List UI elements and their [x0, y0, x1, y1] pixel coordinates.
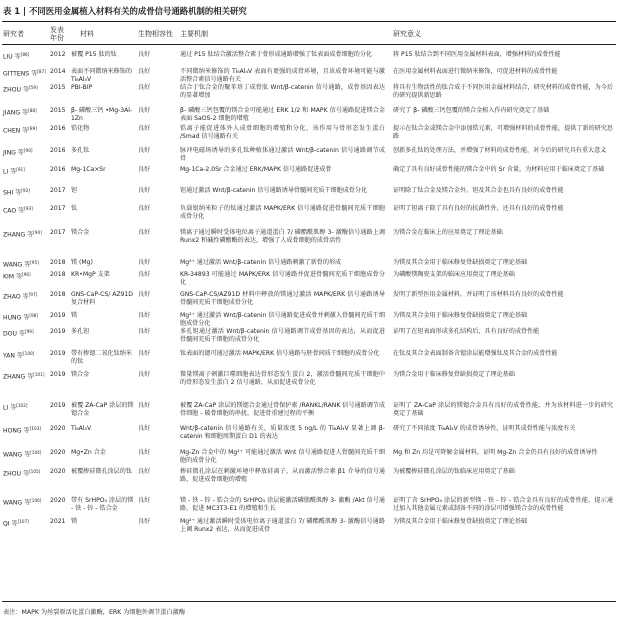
reference-marker: [89]: [28, 126, 37, 131]
reference-marker: [104]: [30, 450, 42, 455]
cell-significance: 创新多孔钛的处理方法，并增强了材料的成骨性能，对今后的研究具有重大意义: [393, 147, 607, 154]
cell-significance: 证明了 ZA-CaP 涂层的镁锶合金具有良好的成骨性能，并为该材料进一步的研究奠定了基础: [393, 402, 613, 417]
cell-significance: 在医用金属材料表面进行微纳米修饰，可促进材料的成骨性能: [393, 68, 558, 75]
cell-mechanism: 掺硅微孔涂层在刺激环境中释放硅离子，从而激活整合素 β1 介导的信号通路，促进成骨细胞的增殖: [180, 468, 385, 483]
cell-year: 2020: [50, 468, 66, 475]
cell-year: 2019: [50, 328, 66, 335]
reference-marker: [88]: [28, 108, 37, 113]
cell-mechanism: 钽通过激活 Wnt/β-catenin 信号通路诱导骨髓间充质干细胞成骨分化: [180, 187, 368, 194]
cell-material: GNS-CaP-CS/ AZ91D 复合材料: [71, 291, 133, 306]
author-name: KIM 等: [3, 273, 23, 281]
cell-significance: 发明了新型医用金属材料，并证明了该材料具有良好的成骨性能: [393, 291, 564, 298]
cell-author: [3, 312, 49, 322]
cell-material: 镁: [71, 312, 78, 319]
cell-biocompatibility: 良好: [138, 371, 151, 378]
cell-material: 钛: [71, 205, 78, 212]
cell-author: [3, 51, 49, 61]
author-name: WANG 等: [3, 451, 31, 459]
cell-year: 2014: [50, 68, 66, 75]
cell-year: 2019: [50, 371, 66, 378]
cell-year: 2016: [50, 166, 66, 173]
cell-material: 镁合金: [71, 229, 90, 236]
cell-significance: 为镁及其合金用于临床修复骨缺损奠定了理论基础: [393, 259, 528, 266]
cell-biocompatibility: 良好: [138, 166, 151, 173]
reference-marker: [98]: [29, 313, 38, 318]
cell-significance: 为磷酸镁陶瓷支架的临床应用奠定了理论基础: [393, 271, 515, 278]
cell-material: 镁 (Mg): [71, 259, 93, 266]
cell-year: 2016: [50, 147, 66, 154]
author-name: LIU 等: [3, 53, 21, 61]
cell-biocompatibility: 良好: [138, 107, 151, 114]
cell-year: 2019: [50, 312, 66, 319]
cell-biocompatibility: 良好: [138, 518, 151, 525]
cell-author: [3, 497, 49, 507]
cell-year: 2019: [50, 350, 66, 357]
cell-significance: 证明了含 SrHPO₄ 涂层的新型镁 - 铁 - 锌 - 锆合金具有良好的成骨性能，提示通过加入其他金属元素或制备不同的涂层可增强镁合金的成骨性能: [393, 497, 613, 512]
cell-author: [3, 166, 49, 176]
reference-marker: [59]: [29, 85, 38, 90]
cell-year: 2012: [50, 51, 66, 58]
cell-biocompatibility: 良好: [138, 449, 151, 456]
cell-author: [3, 187, 49, 197]
cell-significance: 研究了 β- 磷酸三钙包覆的镁合金植入作内研究奠定了基础: [393, 107, 550, 114]
cell-mechanism: Wnt/β-catenin 信号通路有关，质量浓度 5 ng/L 的 Ti₆Al₄V 显著上调 β-catenin 和细胞周期蛋白 D1 的表达: [180, 425, 385, 440]
author-name: QI 等: [3, 520, 18, 528]
cell-mechanism: Mg-1Ca-2.0Sr 合金通过 ERK/MAPK 信号通路促进成骨: [180, 166, 332, 173]
cell-biocompatibility: 良好: [138, 259, 151, 266]
cell-author: [3, 147, 49, 157]
cell-author: [3, 468, 49, 478]
header-material: 材料: [80, 30, 94, 38]
cell-biocompatibility: 良好: [138, 205, 151, 212]
cell-mechanism: GNS-CaP-CS/AZ91D 材料中释放的镁通过激活 MAPK/ERK 信号通路诱导骨髓间充质干细胞成骨分化: [180, 291, 385, 306]
cell-biocompatibility: 良好: [138, 147, 151, 154]
cell-mechanism: 负载银纳米粒子的钛通过激活 MAPK/ERK 信号通路促进骨髓间充质干细胞成骨分化: [180, 205, 385, 220]
table-title: 表 1 | 不同医用金属植入材料有关的成骨信号通路机制的相关研究: [3, 6, 247, 16]
cell-author: [3, 328, 49, 338]
cell-significance: 为镁及其合金用于临床修复骨缺损奠定了理论基础: [393, 518, 528, 525]
cell-significance: 将 P15 肽结合到不同医用金属材料表面，增强材料的成骨性能: [393, 51, 561, 58]
reference-marker: [91]: [16, 167, 25, 172]
reference-marker: [93]: [24, 206, 33, 211]
author-name: HONG 等: [3, 427, 30, 435]
cell-material: 带有掺锶二氧化钛纳米的钛: [71, 350, 132, 365]
reference-marker: [90]: [23, 148, 33, 153]
cell-year: 2021: [50, 518, 66, 525]
cell-mechanism: 脉冲电磁场诱导的多孔钛种植体通过激活 Wnt/β-catenin 信号通路调节成骨: [180, 147, 385, 162]
cell-mechanism: β- 磷酸三钙包覆的镁合金可能通过 ERK 1/2 和 MAPK 信号通路促进镁合金表面 SaOS-2 细胞的增殖: [180, 107, 385, 122]
cell-mechanism: 镁 - 铁 - 锌 - 锆合金的 SrHPO₄ 涂层能激活磷脂酰肌醇 3- 激酶 /Akt 信号通路，促进 MC3T3-E1 的增殖和生长: [180, 497, 385, 512]
author-name: SHI 等: [3, 189, 22, 197]
cell-mechanism: Mg²⁺ 通过激活 Wnt/β-catenin 信号通路促进成骨并刺激人骨髓间充质干细胞成骨分化: [180, 312, 385, 327]
author-name: JING 等: [3, 149, 24, 157]
reference-marker: [105]: [29, 469, 41, 474]
reference-marker: [97]: [28, 292, 38, 297]
author-name: CHEN 等: [3, 127, 29, 135]
header-biocompatibility: 生物相容性: [138, 30, 173, 38]
author-name: HUNG 等: [3, 314, 30, 322]
cell-material: 被覆 ZA-CaP 涂层的镁锶合金: [71, 402, 134, 417]
cell-year: 2017: [50, 205, 66, 212]
cell-mechanism: 锆离子能促进体外人成骨细胞的增殖和分化，该作用与骨形态发生蛋白 /Smad 信号通路有关: [180, 125, 385, 140]
cell-significance: 为镁及其合金用于临床修复骨缺损奠定了理论基础: [393, 312, 528, 319]
cell-author: [3, 291, 49, 301]
author-name: YAN 等: [3, 352, 24, 360]
cell-biocompatibility: 良好: [138, 328, 151, 335]
cell-biocompatibility: 良好: [138, 68, 151, 75]
cell-significance: 将具有生物活性的肽合成于不同医用金属材料结合，研究材料的成骨性能，为今后的研究提供新思路: [393, 84, 613, 99]
author-name: ZHAO 等: [3, 293, 29, 301]
cell-author: [3, 271, 49, 281]
header-year: 发表年份: [50, 26, 64, 43]
cell-significance: 为镁合金用于临床修复骨缺损奠定了理论基础: [393, 371, 515, 378]
author-name: ZHANG 等: [3, 231, 34, 239]
reference-marker: [107]: [17, 519, 29, 524]
cell-significance: 证明除了钛合金及镁合金外，钽及其合金也具有良好的成骨性能: [393, 187, 564, 194]
cell-significance: 在钛及其合金表面制备含锶涂层能增强钛及其合金的成骨性能: [393, 350, 558, 357]
reference-marker: [99]: [24, 329, 34, 334]
header-author: 研究者: [3, 30, 24, 38]
reference-marker: [102]: [16, 403, 28, 408]
cell-author: [3, 107, 49, 117]
cell-material: 镁: [71, 518, 78, 525]
cell-material: 表面不同微纳米修饰的 Ti₆Al₄V: [71, 68, 132, 83]
cell-author: [3, 350, 49, 360]
author-name: JIANG 等: [3, 109, 29, 117]
reference-marker: [95]: [30, 260, 39, 265]
cell-year: 2018: [50, 271, 66, 278]
author-name: DOU 等: [3, 330, 25, 338]
author-name: ZHANG 等: [3, 373, 34, 381]
cell-mechanism: Mg²⁺ 通过激活 Wnt/β-catenin 信号通路刺激了新骨的形成: [180, 259, 342, 266]
cell-mechanism: Mg-Zn 合金中的 Mg²⁺ 可能通过激活 Wnt 信号通路促进人骨髓间充质干细胞的成骨分化: [180, 449, 385, 464]
cell-material: 锆化物: [71, 125, 90, 132]
author-name: ZHOU 等: [3, 470, 30, 478]
cell-author: [3, 259, 49, 269]
cell-mechanism: 不同微纳米修饰的 Ti₆Al₄V 表面有更强的成骨环境，且该成骨环境可能与激活整合素信号通路有关: [180, 68, 385, 83]
cell-material: 多孔钽: [71, 328, 90, 335]
cell-material: 钽: [71, 187, 78, 194]
reference-marker: [92]: [21, 188, 30, 193]
cell-biocompatibility: 良好: [138, 468, 151, 475]
header-mechanism: 主要机制: [180, 30, 208, 38]
cell-significance: 为被覆掺硅微孔涂层的钛临床应用奠定了基础: [393, 468, 515, 475]
cell-author: [3, 449, 49, 459]
cell-material: 镁合金: [71, 371, 90, 378]
reference-marker: [94]: [33, 230, 42, 235]
cell-material: β- 磷酸三钙 •Mg-3Al-1Zn: [71, 107, 133, 122]
cell-author: [3, 68, 49, 78]
cell-mechanism: KR-34893 可能通过 MAPK/ERK 信号通路并促进骨髓间充质干细胞成骨分化: [180, 271, 385, 286]
cell-mechanism: 多孔钽通过激活 Wnt/β-catenin 信号通路调节成骨基因的表达，从而促进骨髓间充质干细胞的成骨分化: [180, 328, 385, 343]
cell-significance: 为镁合金在临床上的应用奠定了理论基础: [393, 229, 503, 236]
cell-author: [3, 425, 49, 435]
cell-biocompatibility: 良好: [138, 425, 151, 432]
cell-mechanism: 镁离子通过瞬时受体电位离子通道蛋白 7/ 磷酯酰肌醇 3- 激酶信号通路上调 Runx2 和碱性磷酸酶的表达，增强了人成骨细胞的成骨活性: [180, 229, 385, 244]
cell-author: [3, 84, 49, 94]
cell-biocompatibility: 良好: [138, 125, 151, 132]
cell-biocompatibility: 良好: [138, 402, 151, 409]
reference-marker: [103]: [29, 426, 41, 431]
reference-marker: [96]: [22, 272, 31, 277]
cell-mechanism: Mg²⁺ 通过激活瞬时受体电位离子通道蛋白 7/ 磷酯酰肌醇 3- 激酶信号通路上调 Runx2 表达，从而促进成骨: [180, 518, 385, 533]
cell-author: [3, 125, 49, 135]
reference-marker: [86]: [20, 52, 30, 57]
cell-year: 2015: [50, 107, 66, 114]
cell-mechanism: 被覆 ZA-CaP 涂层的镁锶合金通过骨保护素 /RANKL/RANK 信号通路调节成骨细胞 - 破骨细胞的串扰，促进骨重建过程的平衡: [180, 402, 385, 417]
cell-material: KR•MgP 支架: [71, 271, 110, 278]
author-name: LI 等: [3, 168, 17, 176]
header-bottom-rule: [2, 44, 616, 45]
cell-year: 2016: [50, 125, 66, 132]
cell-biocompatibility: 良好: [138, 229, 151, 236]
cell-significance: 确定了具有良好成骨性能的镁合金中的 Sr 含量，为材料应用于临床奠定了基础: [393, 166, 605, 173]
cell-year: 2015: [50, 84, 66, 91]
cell-author: [3, 205, 49, 215]
cell-author: [3, 518, 49, 528]
reference-marker: [106]: [30, 498, 42, 503]
cell-author: [3, 371, 49, 381]
author-name: CAO 等: [3, 207, 25, 215]
cell-biocompatibility: 良好: [138, 497, 151, 504]
cell-biocompatibility: 良好: [138, 187, 151, 194]
cell-mechanism: 微量镁离子刺激巨噬细胞表达骨形态发生蛋白 2，激活骨髓间充质干细胞中的骨形态发生蛋白 2 信号通路，从而促进成骨分化: [180, 371, 385, 386]
cell-biocompatibility: 良好: [138, 291, 151, 298]
table-top-rule: [2, 21, 616, 22]
cell-significance: 提示在钛合金或镁合金中添加锆元素，可增强材料的成骨性能，提供了新的研究思路: [393, 125, 613, 140]
cell-mechanism: 钛表面的锶可通过激活 MAPK/ERK 信号通路与胚骨间质干细胞的成骨分化: [180, 350, 380, 357]
reference-marker: [87]: [37, 69, 46, 74]
cell-biocompatibility: 良好: [138, 84, 151, 91]
cell-significance: 证明了钽离子除了具有良好的抗菌性外，还具有良好的成骨性能: [393, 205, 564, 212]
cell-material: Mg-1Ca×Sr: [71, 166, 106, 173]
cell-material: 多孔钛: [71, 147, 90, 154]
cell-material: PBI-BIP: [71, 84, 93, 91]
cell-material: 带有 SrHPO₄ 涂层的镁 - 铁 - 锌 - 锆合金: [71, 497, 134, 512]
header-significance: 研究意义: [393, 30, 421, 38]
author-name: WANG 等: [3, 261, 31, 269]
table-bottom-rule: [2, 601, 616, 602]
cell-biocompatibility: 良好: [138, 350, 151, 357]
reference-marker: [100]: [23, 351, 35, 356]
cell-year: 2018: [50, 291, 66, 298]
cell-year: 2017: [50, 187, 66, 194]
cell-significance: 证明了在钽表面形成多孔结构后，具有良好的成骨性能: [393, 328, 540, 335]
cell-year: 2020: [50, 497, 66, 504]
cell-author: [3, 229, 49, 239]
cell-material: 被覆 P15 肽的钛: [71, 51, 117, 58]
cell-year: 2020: [50, 449, 66, 456]
author-name: ZHOU 等: [3, 86, 30, 94]
reference-marker: [101]: [33, 372, 45, 377]
author-name: LI 等: [3, 404, 17, 412]
cell-significance: 研究了不同浓度 Ti₆Al₄V 的成骨诱导性，证明其成骨性能与浓度有关: [393, 425, 576, 432]
cell-year: 2019: [50, 402, 66, 409]
cell-material: Ti₆Al₄V: [71, 425, 92, 432]
cell-biocompatibility: 良好: [138, 51, 151, 58]
cell-biocompatibility: 良好: [138, 312, 151, 319]
table-note: 表注：MAPK 为丝裂原活化蛋白激酶，ERK 为细胞外调节蛋白激酶: [3, 609, 186, 616]
author-name: WANG 等: [3, 499, 31, 507]
cell-year: 2018: [50, 259, 66, 266]
cell-year: 2017: [50, 229, 66, 236]
cell-material: Mg•Zn 合金: [71, 449, 106, 456]
cell-mechanism: 结合于钛合金的聚苯基丁成骨肽 Wnt/β-catenin 信号通路，成骨基因表达的显著增加: [180, 84, 385, 99]
cell-mechanism: 通过 P15 肽结合激活整合素于骨形成通路增强了钛表面成骨细胞的分化: [180, 51, 373, 58]
cell-significance: Mg 和 Zn 均是可降解金属材料，证明 Mg-Zn 合金仍具有良好的成骨诱导性: [393, 449, 598, 456]
author-name: GITTENS 等: [3, 70, 38, 78]
cell-material: 被覆掺硅微孔涂层的钛: [71, 468, 132, 475]
cell-biocompatibility: 良好: [138, 271, 151, 278]
cell-author: [3, 402, 49, 412]
cell-year: 2020: [50, 425, 66, 432]
